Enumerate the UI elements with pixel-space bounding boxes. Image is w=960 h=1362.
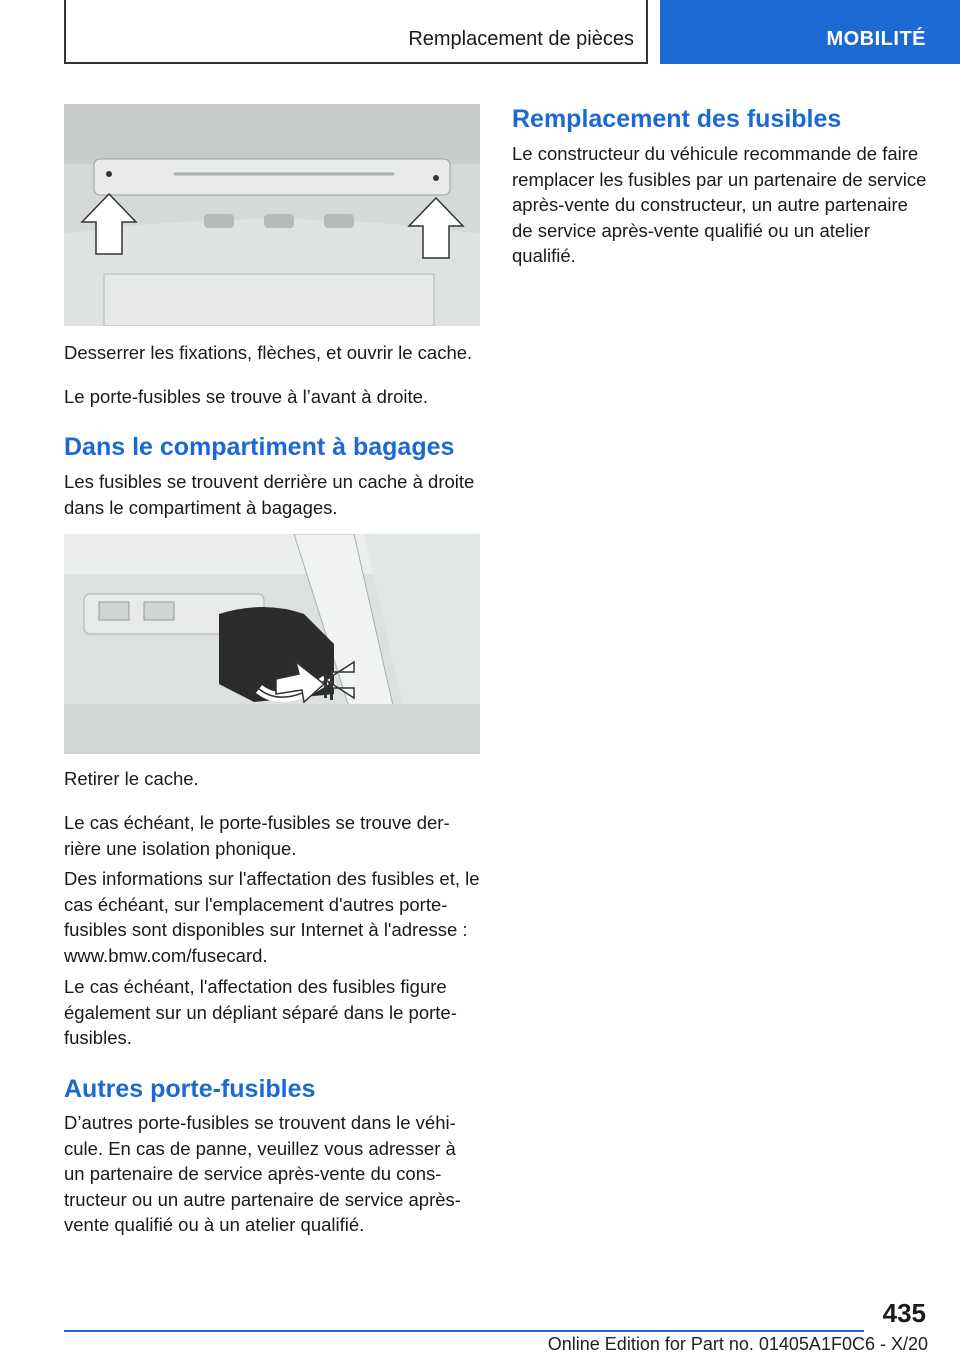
chapter-tab [660,0,960,64]
chapter-title: MOBILITÉ [826,28,926,50]
heading-replacing-fuses: Remplacement des fusibles [512,105,842,133]
heading-other-fuse-holders: Autres porte-fusibles [64,1075,316,1103]
page-number: 435 [882,1298,926,1328]
caption-remove-cover: Retirer le cache. [64,768,199,789]
paragraph-replacing-fuses: Le constructeur du véhicule recommande de faire remplacer les fusibles par un partenaire de service après-vente du constructeur, un autre partenaire de service après-vente qualifié ou un atelier qualifié. [512,143,927,266]
heading-luggage-compartment: Dans le compartiment à bagages [64,433,455,461]
paragraph-leaflet: Le cas échéant, l'affectation des fusibles figure également sur un dépliant séparé dans le porte-fusibles. [64,976,457,1048]
paragraph-front-right: Le porte-fusibles se trouve à l’avant à droite. [64,386,429,407]
paragraph-other-fuse-holders: D’autres porte-fusibles se trouvent dans le véhicule. En cas de panne, veuillez vous adresser à un partenaire de service après-vente du constructeur ou un autre partenaire de service après-vente qualifié ou à un atelier qualifié. [64,1112,461,1235]
section-title: Remplacement de pièces [408,28,634,50]
cover-fixings-illustration [64,104,480,326]
footer-rule [64,1330,864,1332]
edition-text: Online Edition for Part no. 01405A1F0C6 - X/20 [547,1334,928,1354]
running-header [64,0,648,64]
figure-cover-fixings [64,104,480,326]
remove-cover-illustration [64,534,480,754]
edition-line [0,1334,960,1355]
figure-remove-cover [64,534,480,754]
caption-loosen-fixings: Desserrer les fixations, flèches, et ouvrir le cache. [64,342,473,363]
paragraph-luggage-fuses: Les fusibles se trouvent derrière un cache à droite dans le compartiment à bagages. [64,471,475,518]
paragraph-sound-insulation: Le cas échéant, le porte-fusibles se trouve derrière une isolation phonique. [64,812,450,859]
paragraph-fusecard-info: Des informations sur l'affectation des fusibles et, le cas échéant, sur l'emplacement d'autres porte-fusibles sont disponibles sur Internet à l'adresse : www.bmw.com/fusecard. [64,868,480,966]
